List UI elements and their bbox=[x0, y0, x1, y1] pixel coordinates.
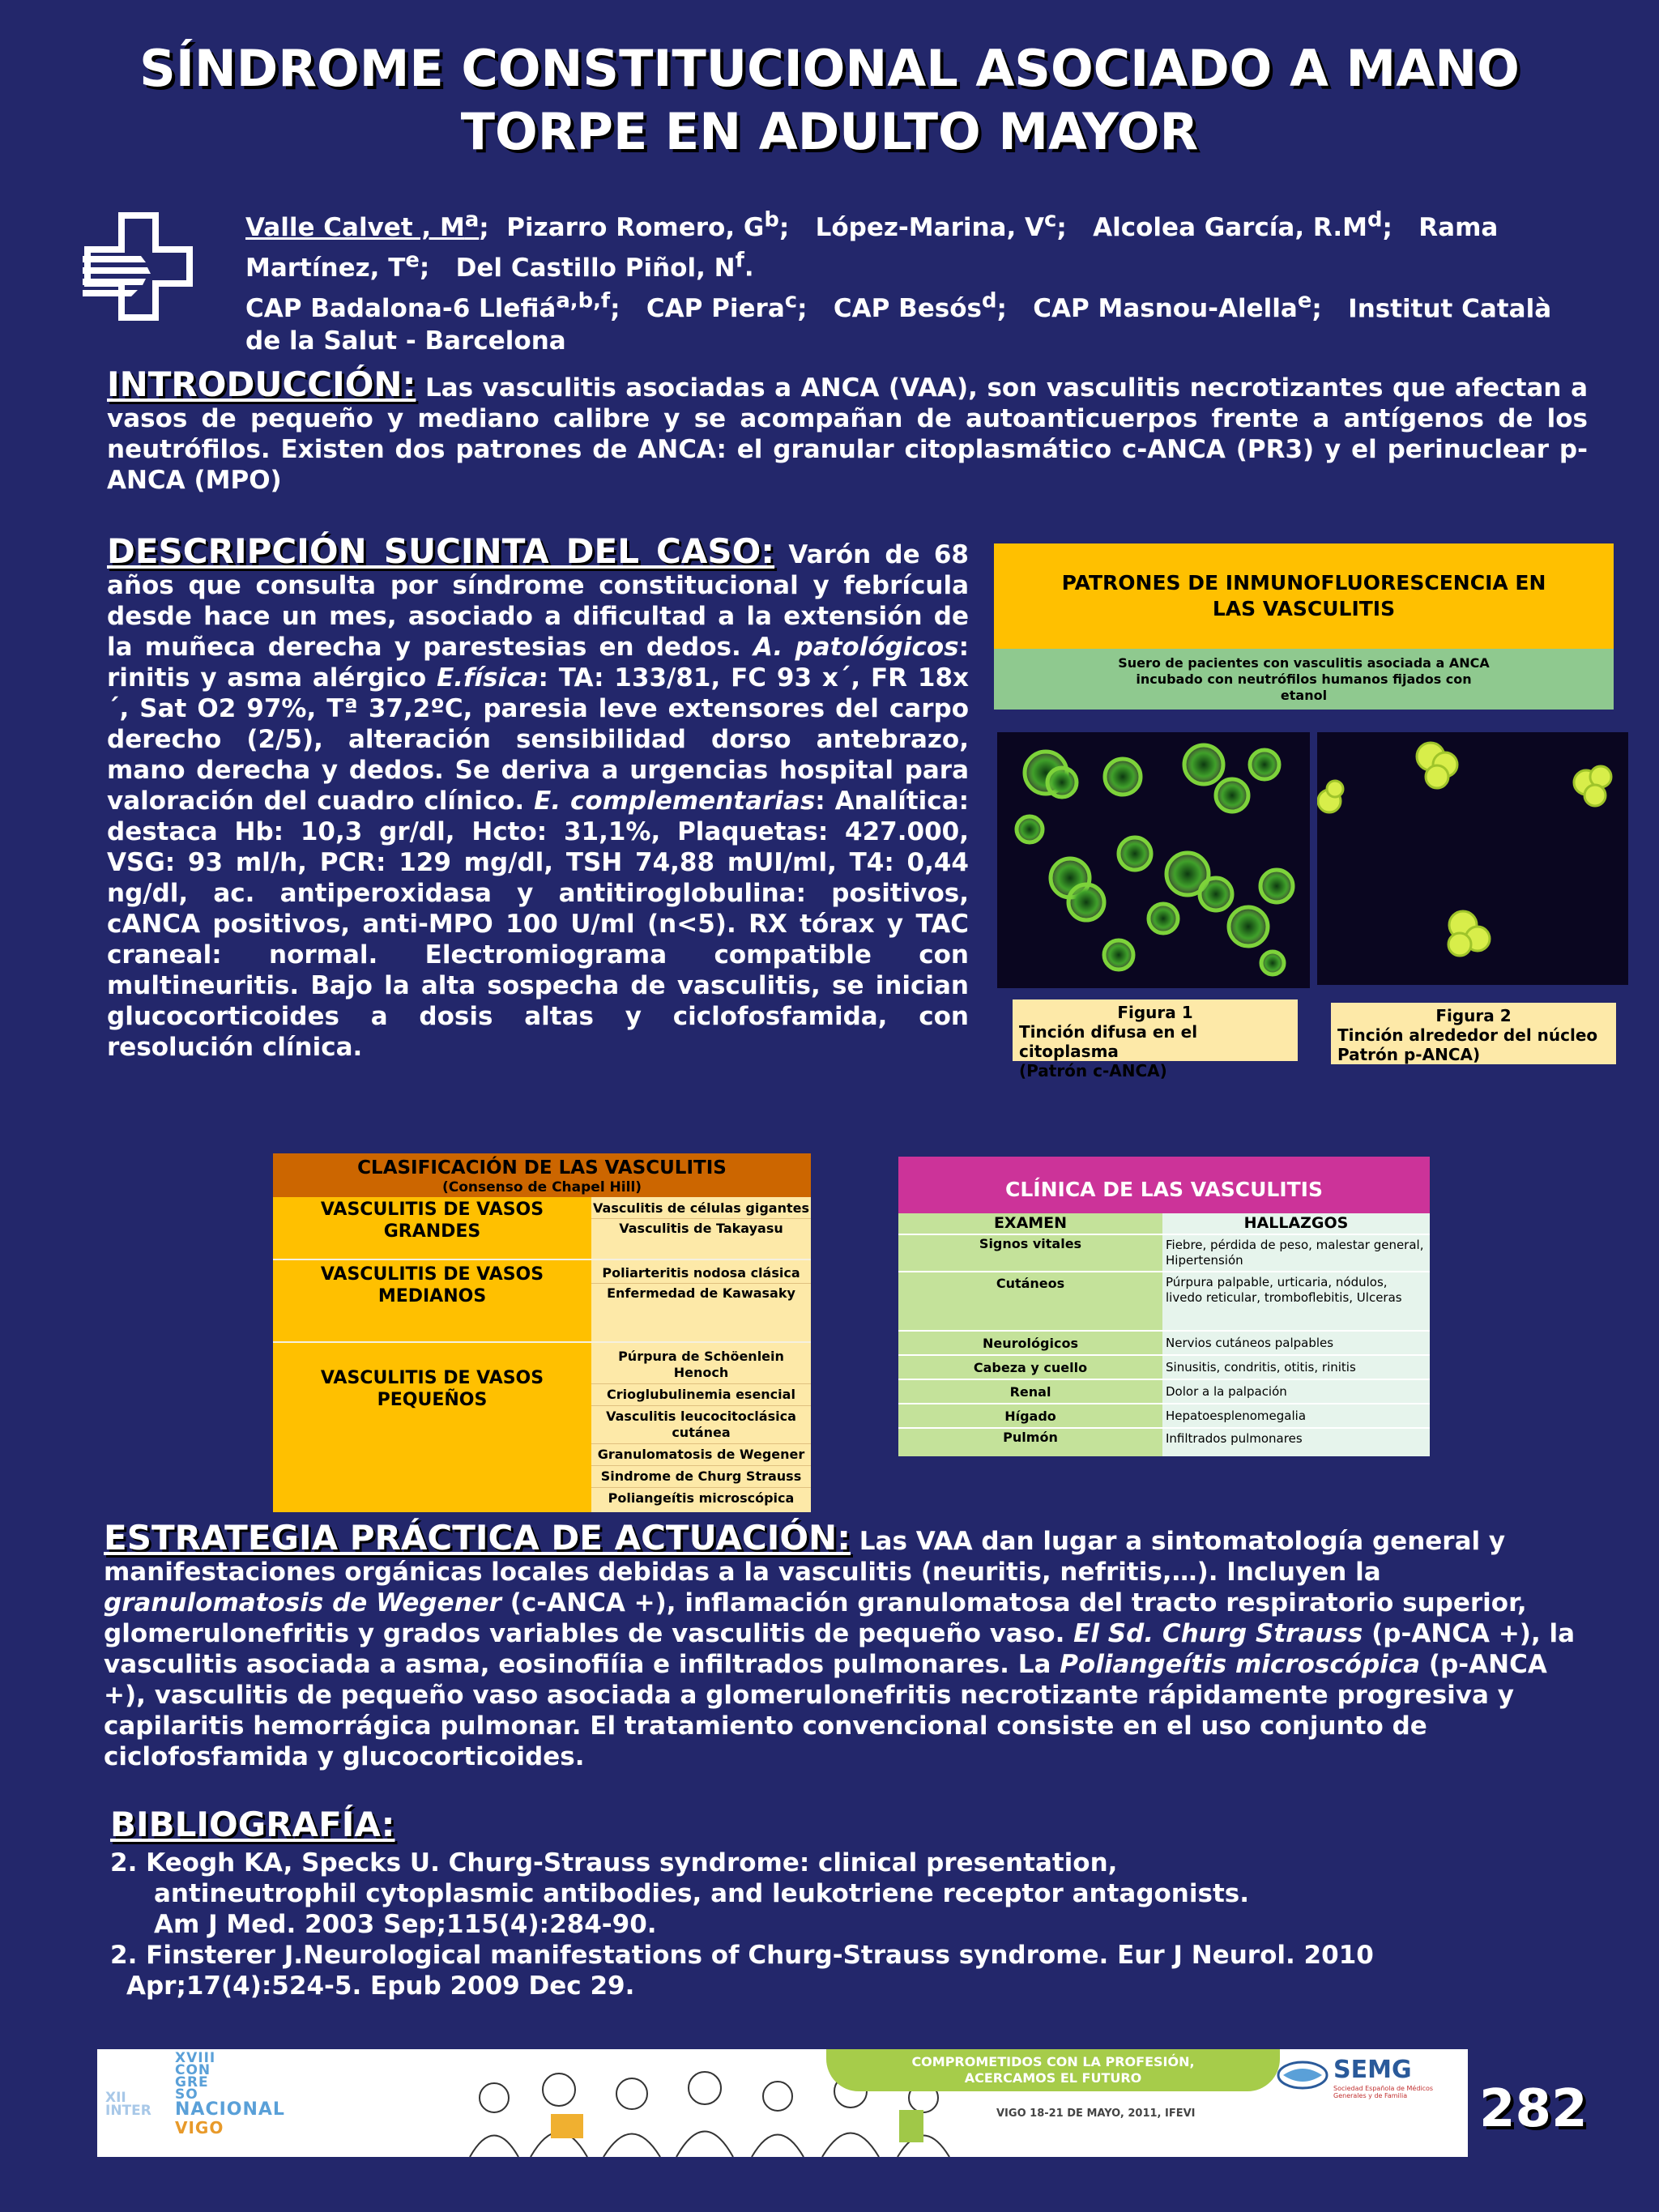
classification-item: Vasculitis de células gigantes bbox=[591, 1199, 811, 1219]
classification-group-name: VASCULITIS DE VASOS PEQUEÑOS bbox=[273, 1342, 591, 1512]
poster-number: 282 bbox=[1479, 2079, 1588, 2139]
clinic-exam: Signos vitales bbox=[898, 1234, 1162, 1272]
classification-table bbox=[273, 1153, 811, 1512]
congress-city: VIGO bbox=[175, 2118, 224, 2137]
figure-1-line-2: (Patrón c-ANCA) bbox=[1019, 1061, 1167, 1080]
semg-logo bbox=[1277, 2056, 1463, 2104]
strategy-section bbox=[104, 1518, 1586, 1772]
reference-1 bbox=[110, 1848, 1593, 1940]
clinic-exam: Neurológicos bbox=[898, 1331, 1162, 1355]
clinic-exam: Pulmón bbox=[898, 1428, 1162, 1456]
clinic-row bbox=[898, 1331, 1430, 1355]
introduction-section bbox=[107, 364, 1588, 496]
strategy-text-4: (p-ANCA +), vasculitis de pequeño vaso asociada a glomerulonefritis necrotizante rápidamente progresiva y capilaritis hemorrágica pulmonar. El tratamiento convencional consiste en el uso conjunto de ciclofosfamida y glucocorticoides. bbox=[104, 1650, 1547, 1771]
semg-fullname: Sociedad Española de Médicos Generales y de Familia bbox=[1333, 2085, 1434, 2099]
congress-word: XII bbox=[105, 2090, 126, 2106]
clinic-finding: Púrpura palpable, urticaria, nódulos, livedo reticular, tromboflebitis, Ulceras bbox=[1162, 1272, 1430, 1331]
figure-1-line-1: Tinción difusa en el citoplasma bbox=[1019, 1022, 1198, 1061]
classification-group bbox=[273, 1342, 811, 1512]
classification-group bbox=[273, 1259, 811, 1342]
author-list: Valle Calvet , $M^a$; Pizarro Romero, $G^b$; López-Marina, $V^c$; Alcolea García, $R.M^d$; Rama Martínez, $T^e$; Del Castillo Piñol, $N^f$. bbox=[245, 208, 1499, 283]
clinic-row bbox=[898, 1404, 1430, 1428]
congress-logo-inter bbox=[105, 2091, 151, 2117]
congress-dates: VIGO 18-21 DE MAYO, 2011, IFEVI bbox=[996, 2108, 1196, 2120]
clinic-finding: Dolor a la palpación bbox=[1162, 1379, 1430, 1404]
classification-item: Poliangeítis microscópica bbox=[608, 1490, 795, 1506]
classification-item: Poliarteritis nodosa clásica bbox=[591, 1264, 811, 1284]
clinic-row bbox=[898, 1355, 1430, 1379]
case-label-physical: E.física bbox=[437, 663, 539, 693]
clinic-title: CLÍNICA DE LAS VASCULITIS bbox=[898, 1157, 1430, 1213]
affiliation-list: CAP Badalona-6 Llefiá$^{a,b,f}$; CAP Piera$^c$; CAP Besós$^d$; CAP Masnou-Alella$^e$; Institut Català de la Salut - Barcelona bbox=[245, 289, 1552, 356]
affiliation: Institut Català de la Salut - Barcelona bbox=[245, 294, 1552, 356]
slogan-ribbon bbox=[826, 2049, 1280, 2091]
author: Pizarro Romero, $G^b$ bbox=[506, 208, 779, 243]
congress-word: INTER bbox=[105, 2103, 151, 2119]
title-line-1: SÍNDROME CONSTITUCIONAL ASOCIADO A MANO bbox=[139, 39, 1520, 98]
author: Rama Martínez, $T^e$ bbox=[245, 213, 1499, 283]
clinic-row bbox=[898, 1234, 1430, 1272]
classification-item: Púrpura de Schöenlein Henoch bbox=[591, 1346, 811, 1384]
clinic-exam: Cabeza y cuello bbox=[898, 1355, 1162, 1379]
case-text-1: Varón de 68 años que consulta por síndrome constitucional y febrícula desde hace un mes, asociado a dificultad a la extensión de la muñeca derecha y parestesias en dedos. bbox=[107, 540, 970, 662]
classification-group-name: VASCULITIS DE VASOS GRANDES bbox=[273, 1197, 591, 1259]
reference-1-line-3: Am J Med. 2003 Sep;115(4):284-90. bbox=[154, 1910, 657, 1939]
classification-item: Granulomatosis de Wegener bbox=[591, 1444, 811, 1466]
patterns-subtitle: Suero de pacientes con vasculitis asociada a ANCA incubado con neutrófilos humanos fijados con etanol bbox=[1118, 654, 1490, 703]
strategy-term-microscopic-polyangiitis: Poliangeítis microscópica bbox=[1060, 1650, 1421, 1679]
affiliation: CAP Badalona-6 Llefiá$^{a,b,f}$ bbox=[245, 289, 611, 324]
case-label-complementary: E. complementarias bbox=[534, 786, 816, 816]
strategy-term-wegener: granulomatosis de Wegener bbox=[104, 1588, 501, 1617]
affiliation: CAP Besós$^d$ bbox=[833, 289, 997, 324]
figure-2-caption bbox=[1331, 1003, 1616, 1064]
c-anca-micrograph bbox=[997, 732, 1310, 988]
author: Del Castillo Piñol, $N^f$ bbox=[455, 248, 744, 283]
poster-title bbox=[49, 37, 1610, 164]
bibliography-list bbox=[110, 1848, 1593, 2001]
classification-item: Crioglubulinemia esencial bbox=[591, 1384, 811, 1406]
clinic-row bbox=[898, 1272, 1430, 1331]
clinic-finding: Fiebre, pérdida de peso, malestar general, Hipertensión bbox=[1162, 1234, 1430, 1272]
reference-2-line-1: 2. Finsterer J.Neurological manifestations of Churg-Strauss syndrome. Eur J Neurol. 2010 bbox=[110, 1941, 1374, 1970]
figure-2-label: Figura 2 bbox=[1435, 1006, 1512, 1025]
figure-2-line-2: Patrón p-ANCA) bbox=[1337, 1045, 1481, 1064]
affiliation: CAP Piera$^c$ bbox=[646, 289, 798, 324]
classification-item: Sindrome de Churg Strauss bbox=[591, 1466, 811, 1488]
case-description-section bbox=[107, 531, 970, 1063]
case-text-3: : TA: 133/81, FC 93 x´, FR 18x´, Sat O2 97%, Tª 37,2ºC, paresia leve extensores del carpo derecho (2/5), alteración sensibilidad dorso antebrazo, mano derecha y dedos. Se deriva a urgencias hospital para valoración del cuadro clínico. bbox=[107, 663, 970, 816]
clinic-col-exam: EXAMEN bbox=[898, 1213, 1162, 1234]
clinic-row bbox=[898, 1379, 1430, 1404]
author: Alcolea García, $R.M^d$ bbox=[1093, 208, 1383, 243]
p-anca-micrograph bbox=[1317, 732, 1628, 985]
strategy-text-3: (p-ANCA +), la vasculitis asociada a asma, eosinofiíia e infiltrados pulmonares. La bbox=[104, 1619, 1576, 1679]
clinic-header-row bbox=[898, 1213, 1430, 1234]
classification-header bbox=[273, 1153, 811, 1197]
strategy-heading: ESTRATEGIA PRÁCTICA DE ACTUACIÓN: bbox=[104, 1518, 851, 1558]
classification-item: Vasculitis leucocitoclásica cutánea bbox=[591, 1406, 811, 1444]
congress-word: CON bbox=[175, 2062, 211, 2078]
strategy-term-churg-strauss: El Sd. Churg Strauss bbox=[1073, 1619, 1363, 1648]
case-heading: DESCRIPCIÓN SUCINTA DEL CASO: bbox=[107, 531, 775, 571]
patterns-subtitle-box bbox=[994, 649, 1614, 710]
figure-1-label: Figura 1 bbox=[1117, 1003, 1193, 1022]
congress-word: NACIONAL bbox=[175, 2099, 285, 2120]
clinic-exam: Cutáneos bbox=[898, 1272, 1162, 1331]
title-line-2: TORPE EN ADULTO MAYOR bbox=[460, 102, 1199, 161]
strategy-text-1: Las VAA dan lugar a sintomatología general y manifestaciones orgánicas locales debidas a la vasculitis (neuritis, nefritis,…). Incluyen la bbox=[104, 1527, 1506, 1587]
clinic-exam: Renal bbox=[898, 1379, 1162, 1404]
classification-item: Vasculitis de Takayasu bbox=[619, 1221, 783, 1236]
patterns-title: PATRONES DE INMUNOFLUORESCENCIA EN LAS VASCULITIS bbox=[1061, 571, 1546, 620]
clinic-finding: Nervios cutáneos palpables bbox=[1162, 1331, 1430, 1355]
reference-2 bbox=[110, 1940, 1593, 2001]
classification-group-name: VASCULITIS DE VASOS MEDIANOS bbox=[273, 1259, 591, 1342]
clinic-row bbox=[898, 1428, 1430, 1456]
patterns-title-box bbox=[994, 543, 1614, 649]
author: López-Marina, $V^c$ bbox=[815, 208, 1057, 243]
affiliation: CAP Masnou-Alella$^e$ bbox=[1033, 289, 1312, 324]
classification-group bbox=[273, 1197, 811, 1259]
congress-logo-text bbox=[175, 2052, 305, 2137]
semg-name: SEMG bbox=[1333, 2056, 1412, 2084]
clinic-finding: Infiltrados pulmonares bbox=[1162, 1428, 1430, 1456]
health-cross-logo bbox=[78, 206, 199, 327]
classification-item: Enfermedad de Kawasaky bbox=[607, 1285, 795, 1301]
congress-word: SO bbox=[175, 2086, 198, 2103]
case-text-4: : Analítica: destaca Hb: 10,3 gr/dl, Hcto: 31,1%, Plaquetas: 427.000, VSG: 93 ml/h, PCR: 129 mg/dl, TSH 74,88 mUI/ml, T4: 0,44 ng/dl, ac. antiperoxidasa y antitiroglobulina: positivos, cANCA positivos, anti-MPO 100 U/ml (n<5). RX tórax y TAC craneal: normal. Electromiograma compatible con multineuritis. Bajo la alta sospecha de vasculitis, se inician glucocorticoides a dosis altas y ciclofosfamida, con resolución clínica. bbox=[107, 786, 970, 1062]
bibliography-heading: BIBLIOGRAFÍA: bbox=[110, 1805, 395, 1844]
introduction-text: Las vasculitis asociadas a ANCA (VAA), son vasculitis necrotizantes que afectan a vasos de pequeño y mediano calibre y se acompañan de autoanticuerpos frente a antígenos de los neutrófilos. Existen dos patrones de ANCA: el granular citoplasmático c-ANCA (PR3) y el perinuclear p-ANCA (MPO) bbox=[107, 373, 1588, 495]
congress-banner bbox=[97, 2049, 1468, 2157]
congress-word: GRE bbox=[175, 2074, 209, 2091]
classification-subtitle: (Consenso de Chapel Hill) bbox=[441, 1179, 642, 1196]
reference-1-line-1: 2. Keogh KA, Specks U. Churg-Strauss syndrome: clinical presentation, bbox=[110, 1848, 1118, 1877]
introduction-heading: INTRODUCCIÓN: bbox=[107, 364, 416, 404]
case-text-2: : rinitis y asma alérgico bbox=[107, 633, 970, 693]
figure-1-caption bbox=[1013, 999, 1298, 1080]
clinic-col-findings: HALLAZGOS bbox=[1162, 1213, 1430, 1234]
slogan-line-1: COMPROMETIDOS CON LA PROFESIÓN, bbox=[911, 2054, 1195, 2069]
clinic-exam: Hígado bbox=[898, 1404, 1162, 1428]
figure-2-line-1: Tinción alrededor del núcleo bbox=[1337, 1025, 1598, 1045]
reference-1-line-2: antineutrophil cytoplasmic antibodies, and leukotriene receptor antagonists. bbox=[154, 1879, 1249, 1908]
clinic-table bbox=[898, 1157, 1430, 1456]
reference-2-line-2: Apr;17(4):524-5. Epub 2009 Dec 29. bbox=[126, 1971, 635, 2001]
slogan-line-2: ACERCAMOS EL FUTURO bbox=[964, 2070, 1142, 2086]
classification-title: CLASIFICACIÓN DE LAS VASCULITIS bbox=[357, 1157, 727, 1178]
congress-word: XVIII bbox=[175, 2050, 216, 2066]
case-label-pathologic: A. patológicos bbox=[753, 633, 959, 662]
strategy-text-2: (c-ANCA +), inflamación granulomatosa del tracto respiratorio superior, glomerulonefritis y grados variables de vasculitis de pequeño vaso. bbox=[104, 1588, 1527, 1648]
first-author: Valle Calvet , $M^a$ bbox=[245, 208, 480, 243]
clinic-finding: Sinusitis, condritis, otitis, rinitis bbox=[1162, 1355, 1430, 1379]
clinic-finding: Hepatoesplenomegalia bbox=[1162, 1404, 1430, 1428]
